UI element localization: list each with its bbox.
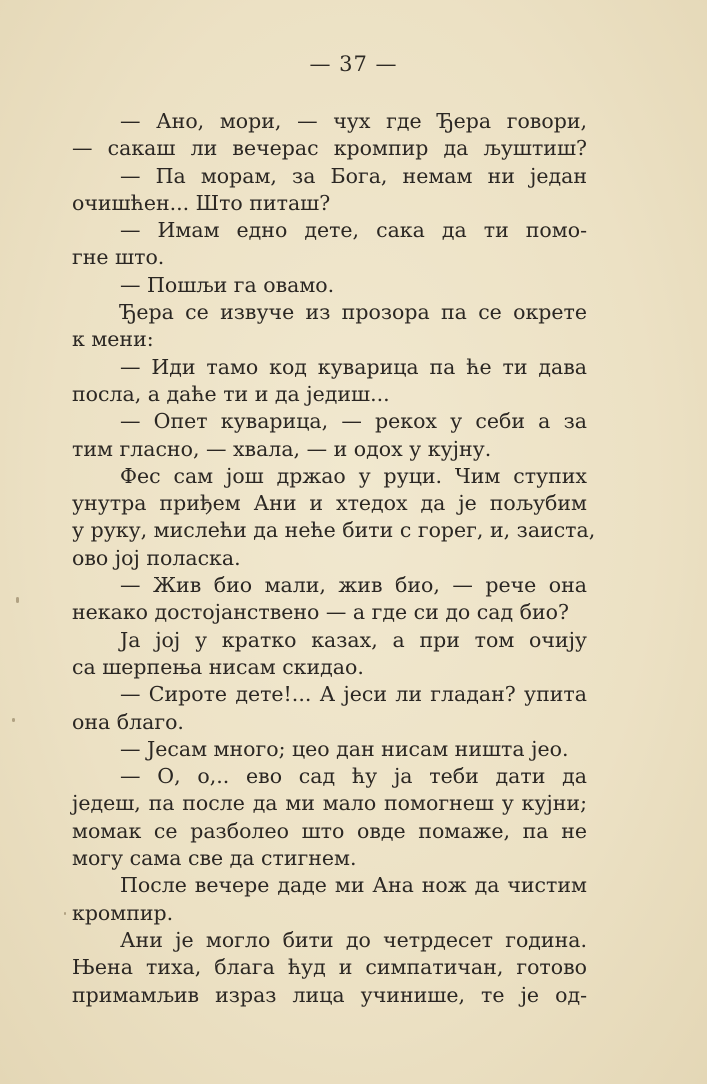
text-line: гне што. (72, 245, 165, 270)
page-text (72, 108, 596, 1009)
text-line: — Јесам много; цео дан нисам ништа јео. (120, 736, 569, 761)
text-line: — сакаш ли вечерас кромпир да љуштиш? (72, 136, 587, 161)
text-line: некако достојанствено — а где си до сад био? (72, 600, 569, 625)
paper-speck (16, 597, 19, 603)
paper-speck (64, 912, 66, 915)
text-line: кромпир. (72, 900, 174, 925)
text-line: к мени: (72, 327, 154, 352)
text-line: Фес сам још држао у руци. Чим ступих (120, 463, 587, 488)
paper-speck (12, 718, 15, 722)
text-line: могу сама све да стигнем. (72, 846, 357, 871)
text-line: Њена тиха, блага ћуд и симпатичан, готово (72, 955, 587, 980)
text-line: посла, а даће ти и да једиш... (72, 381, 390, 406)
text-line: очишћен... Што питаш? (72, 190, 331, 215)
text-line: тим гласно, — хвала, — и одох у кујну. (72, 436, 492, 461)
text-line: — О, о,.. ево сад ћу ја теби дати да (120, 764, 587, 789)
text-line: у руку, мислећи да неће бити с горег, и, заиста, (72, 518, 596, 543)
text-line: Ђера се извуче из прозора па се окрете (120, 300, 587, 325)
text-line: — Опет куварица, — рекох у себи а за (120, 409, 587, 434)
text-line: — Жив био мали, жив био, — рече она (120, 573, 587, 598)
text-line: момак се разболео што овде помаже, па не (72, 818, 587, 843)
text-line: примамљив израз лица учинише, те је од- (72, 982, 587, 1007)
text-line: — Имам едно дете, сака да ти помо- (120, 218, 587, 243)
text-line: — Иди тамо код куварица па ће ти дава (120, 354, 587, 379)
text-line: Ја јој у кратко казах, а при том очију (120, 627, 587, 652)
text-line: једеш, па после да ми мало помогнеш у кујни; (72, 791, 587, 816)
text-line: ово јој поласка. (72, 545, 241, 570)
text-line: унутра приђем Ани и хтедох да је пољубим (72, 491, 587, 516)
text-line: — Ано, мори, — чух где Ђера говори, (120, 109, 587, 133)
text-line: После вечере даде ми Ана нож да чистим (120, 873, 587, 898)
text-line: са шерпења нисам скидао. (72, 654, 364, 679)
text-line: — Пошљи га овамо. (120, 272, 335, 297)
text-line: — Сироте дете!... А јеси ли гладан? упита (120, 682, 587, 707)
page-number: — 37 — (309, 52, 398, 76)
text-line: она благо. (72, 709, 184, 734)
text-line: — Па морам, за Бога, немам ни један (120, 163, 587, 188)
text-line: Ани је могло бити до четрдесет година. (120, 927, 587, 952)
